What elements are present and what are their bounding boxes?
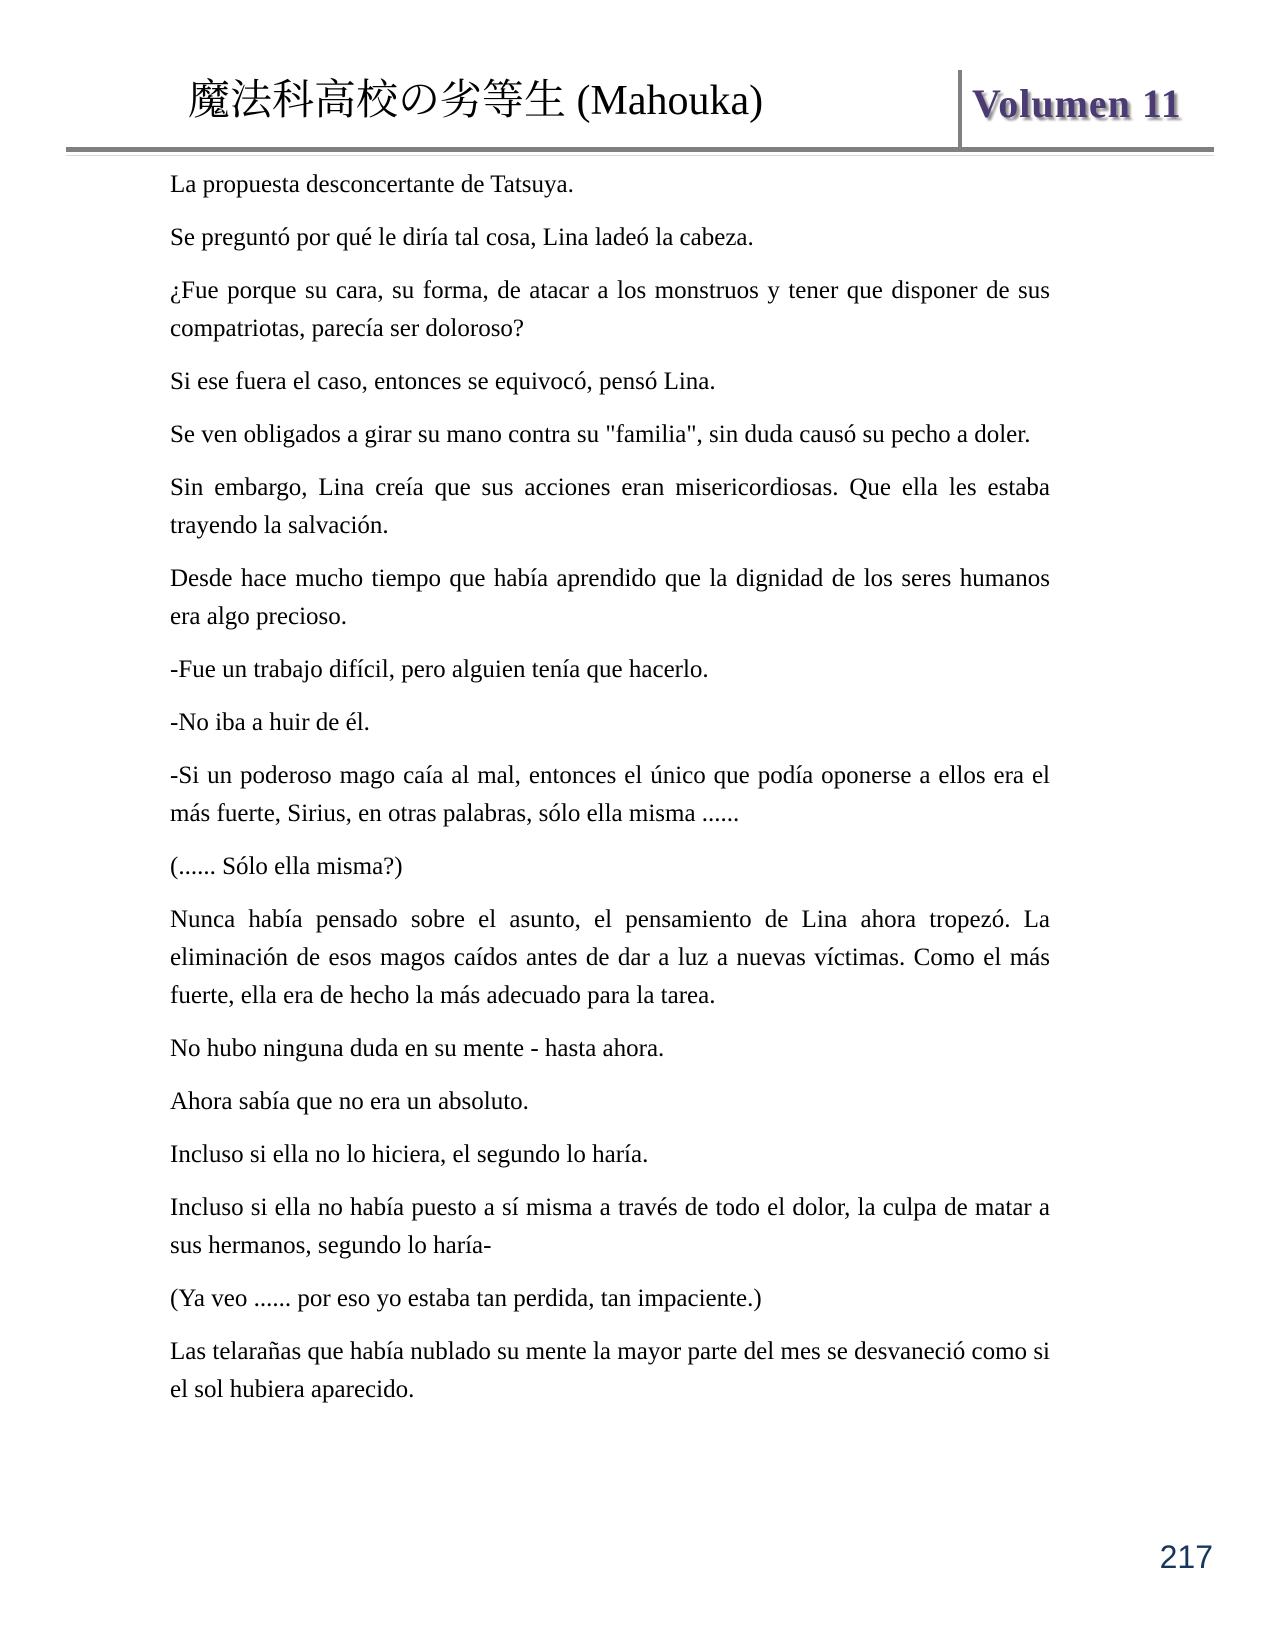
paragraph: -Si un poderoso mago caía al mal, entonces el único que podía oponerse a ellos era el más fuerte, Sirius, en otras palabras, sólo ella misma ...... <box>170 762 1050 827</box>
paragraph: Nunca había pensado sobre el asunto, el pensamiento de Lina ahora tropezó. La eliminación de esos magos caídos antes de dar a luz a nuevas víctimas. Como el más fuerte, ella era de hecho la más adecuado para la tarea. <box>170 906 1050 1009</box>
paragraph: No hubo ninguna duda en su mente - hasta ahora. <box>170 1035 665 1062</box>
header-rule <box>66 147 1214 152</box>
volume-label: Volumen 11 <box>972 81 1182 126</box>
paragraph: Sin embargo, Lina creía que sus acciones eran misericordiosas. Que ella les estaba trayendo la salvación. <box>170 474 1050 539</box>
header-divider-bar <box>958 70 962 152</box>
paragraph: ¿Fue porque su cara, su forma, de atacar a los monstruos y tener que disponer de sus compatriotas, parecía ser doloroso? <box>170 277 1050 342</box>
paragraph: -No iba a huir de él. <box>170 709 370 736</box>
paragraphs <box>170 166 1050 1424</box>
paragraph: La propuesta desconcertante de Tatsuya. <box>170 171 574 198</box>
paragraph: Ahora sabía que no era un absoluto. <box>170 1088 529 1115</box>
paragraph: Si ese fuera el caso, entonces se equivocó, pensó Lina. <box>170 368 716 395</box>
paragraph: Incluso si ella no había puesto a sí misma a través de todo el dolor, la culpa de matar a sus hermanos, segundo lo haría- <box>170 1194 1050 1259</box>
paragraph: (...... Sólo ella misma?) <box>170 853 403 880</box>
paragraph: -Fue un trabajo difícil, pero alguien tenía que hacerlo. <box>170 656 709 683</box>
paragraph: Desde hace mucho tiempo que había aprendido que la dignidad de los seres humanos era algo precioso. <box>170 565 1050 630</box>
paragraph: (Ya veo ...... por eso yo estaba tan perdida, tan impaciente.) <box>170 1285 762 1312</box>
page-number: 217 <box>1159 1539 1213 1575</box>
paragraph: Se ven obligados a girar su mano contra su "familia", sin duda causó su pecho a doler. <box>170 421 1031 448</box>
paragraph: Se preguntó por qué le diría tal cosa, Lina ladeó la cabeza. <box>170 224 754 251</box>
paragraph: Incluso si ella no lo hiciera, el segundo lo haría. <box>170 1141 649 1168</box>
paragraph: Las telarañas que había nublado su mente la mayor parte del mes se desvaneció como si el sol hubiera aparecido. <box>170 1338 1050 1403</box>
document-title: 魔法科高校の劣等生 (Mahouka) <box>188 78 764 124</box>
